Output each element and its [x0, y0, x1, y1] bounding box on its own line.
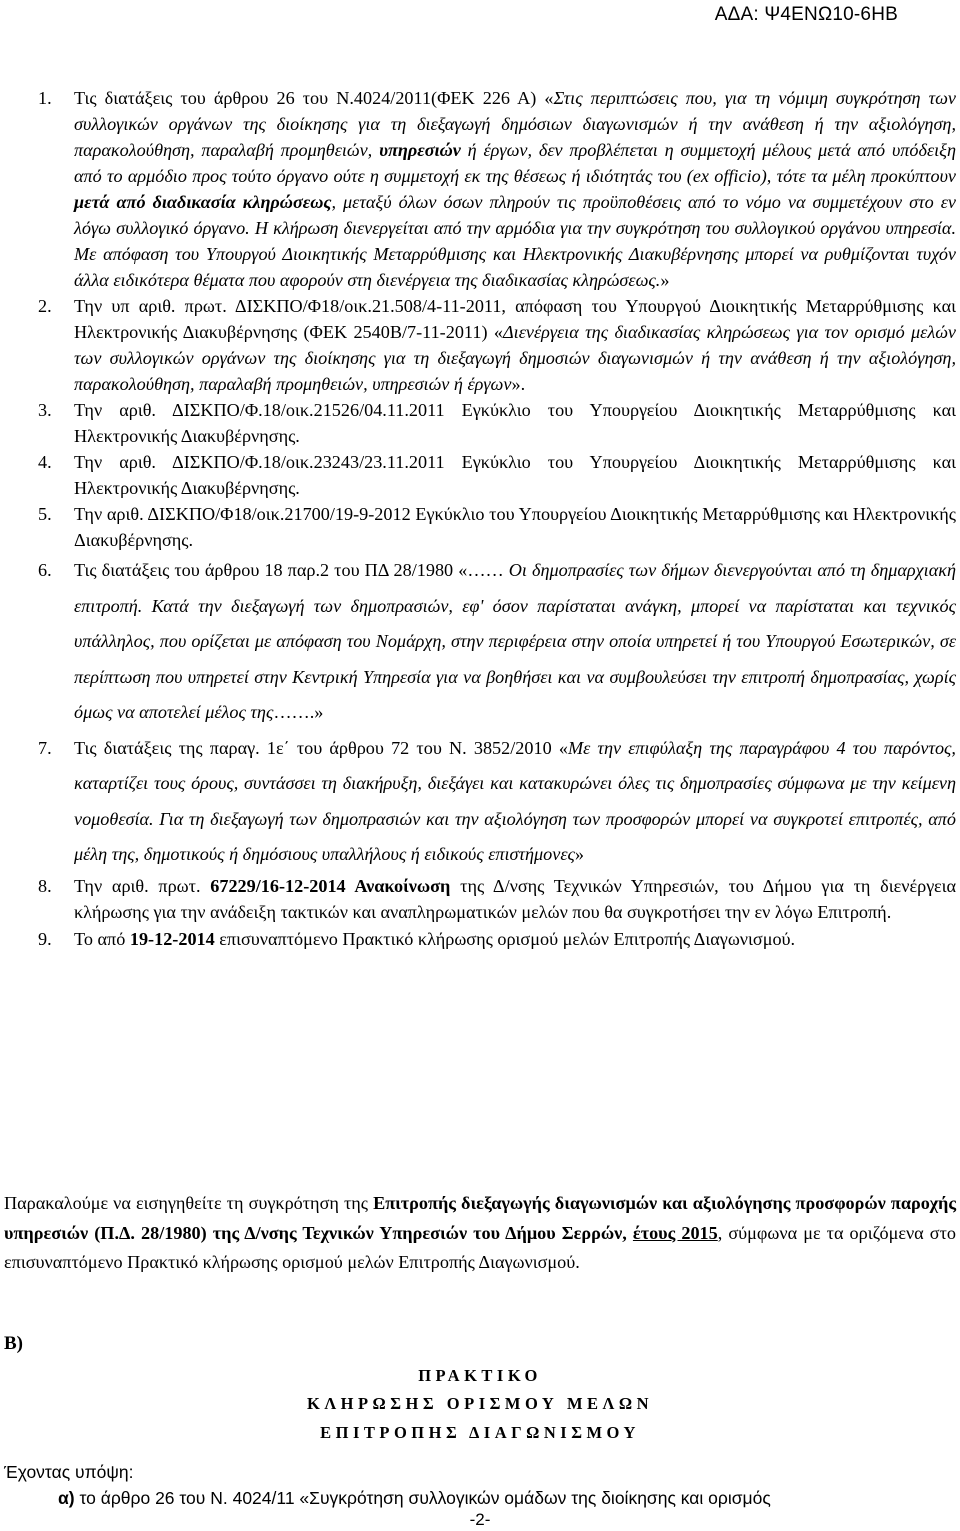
- text-run: Την αριθ. πρωτ.: [74, 875, 211, 896]
- item-number: 6.: [38, 560, 52, 580]
- having-regard-label: Έχοντας υπόψη:: [4, 1462, 134, 1482]
- item-text: [74, 873, 956, 926]
- item-marker: α): [58, 1488, 75, 1508]
- emphasis-text: Επιτροπής διεξαγωγής διαγωνισμών και αξιολόγησης προσφορών παροχής υπηρεσιών (Π.Δ. 28/1980) της Δ/νσης Τεχνικών Υπηρεσιών του Δήμου Σερρών,: [4, 1193, 956, 1243]
- quote-text: , μεταξύ όλων όσων πληρούν τις προϋποθέσεις από το νόμο να συμμετέχουν στο εν λόγω συλλογικό όργανο. Η κλήρωση διενεργείται από την αρμόδια για την συγκρότηση του συλλογικού οργάνου υπηρεσία. Με απόφαση του Υπουργού Διοικητικής Μεταρρύθμισης και Ηλεκτρονικής Διακυβέρνησης μπορεί να ρυθμίζονται τυχόν άλλα ειδικότερα θέματα που αφορούν στη διενέργεια της διαδικασίας κληρώσεως.: [74, 192, 956, 290]
- quote-text: Οι δημοπρασίες των δήμων διενεργούνται από τη δημαρχιακή επιτροπή. Κατά την διεξαγωγή των δημοπρασιών, εφ' όσον παρίσταται ανάγκη, μπορεί να παρίσταται και τεχνικός υπάλληλος, που ορίζεται με απόφαση του Νομάρχη, στην περιφέρεια στην οποία υπηρετεί ή του Υπουργού Εσωτερικών, σε περίπτωση που υπηρετεί στην Κεντρική Υπηρεσία για να βοηθήσει και να συμβουλεύσει την επιτροπή δημοπρασίας, χωρίς όμως να αποτελεί μέλος της: [74, 560, 956, 722]
- ada-code: ΑΔΑ: Ψ4ΕΝΩ10-6ΗΒ: [714, 4, 898, 25]
- list-item: [38, 449, 956, 501]
- quote-text: Στις περιπτώσεις που, για τη νόμιμη συγκρότηση των συλλογικών οργάνων της διοίκησης για τη διεξαγωγή δημόσιων διαγωνισμών ή την ανάθεση ή την αξιολόγηση, παρακολούθηση, παραλαβή προμηθειών,: [74, 88, 956, 160]
- quote-text: Διενέργεια της διαδικασίας κληρώσεως για τον ορισμό μελών των συλλογικών οργάνων της διοίκησης για τη διεξαγωγή δημοσιών διαγωνισμών ή την ανάθεση ή την αξιολόγηση, παρακολούθηση, παραλαβή προμηθειών, υπηρεσιών ή έργων: [74, 322, 956, 394]
- text-run: ».: [511, 374, 526, 394]
- item-number: 8.: [38, 875, 52, 896]
- list-item: [38, 873, 956, 926]
- text-run: επισυναπτόμενο Πρακτικό κλήρωσης ορισμού μελών Επιτροπής Διαγωνισμού.: [214, 928, 796, 949]
- section-marker: Β): [4, 1333, 23, 1354]
- text-run: Το από: [74, 928, 130, 949]
- list-item: [38, 553, 956, 731]
- list-item: [38, 85, 956, 293]
- considerations-list: [38, 85, 956, 952]
- text-run: Παρακαλούμε να εισηγηθείτε τη συγκρότηση της: [4, 1193, 374, 1213]
- emphasis-text: 67229/16-12-2014 Ανακοίνωση: [210, 875, 451, 896]
- section-subtitle: ΕΠΙΤΡΟΠΗΣ ΔΙΑΓΩΝΙΣΜΟΥ: [320, 1423, 640, 1442]
- alpha-item: [58, 1488, 771, 1509]
- text-run: , σύμφωνα με τα οριζόμενα στο επισυναπτόμενο Πρακτικό κλήρωσης ορισμού μελών Επιτροπής Διαγωνισμού.: [4, 1222, 956, 1272]
- item-number: 4.: [38, 452, 52, 472]
- item-text: Την αριθ. ΔΙΣΚΠΟ/Φ18/οικ.21700/19-9-2012 Εγκύκλιο του Υπουργείου Διοικητικής Μεταρρύθμισης και Ηλεκτρονικής Διακυβέρνησης.: [74, 504, 956, 550]
- item-number: 5.: [38, 504, 52, 524]
- quote-text: ή έργων, δεν προβλέπεται η συμμετοχή μέλους μετά από υπόδειξη από το αρμόδιο προς τούτο όργανο ούτε η συμμετοχή εκ της θέσεως ή ιδιότητάς του (ex officio), τότε τα μέλη προκύπτουν: [74, 140, 956, 186]
- text-run: Τις διατάξεις της παραγ. 1ε΄ του άρθρου 72 του Ν. 3852/2010 «: [74, 737, 568, 758]
- item-text: Την αριθ. ΔΙΣΚΠΟ/Φ.18/οικ.23243/23.11.2011 Εγκύκλιο του Υπουργείου Διοικητικής Μεταρρύθμισης και Ηλεκτρονικής Διακυβέρνησης.: [74, 452, 956, 498]
- item-number: 3.: [38, 400, 52, 420]
- text-run: »: [660, 270, 670, 290]
- emphasis-text: μετά από διαδικασία κληρώσεως: [74, 192, 332, 212]
- item-text: [74, 926, 956, 953]
- item-number: 7.: [38, 737, 52, 758]
- item-number: 2.: [38, 296, 52, 316]
- emphasis-text: 19-12-2014: [129, 928, 215, 949]
- item-text: [74, 553, 956, 731]
- underlined-year: έτους 2015: [632, 1222, 718, 1243]
- item-text: [74, 85, 956, 293]
- item-number: 1.: [38, 88, 52, 108]
- text-run: της Δ/νσης Τεχνικών Υπηρεσιών, του Δήμου για τη διενέργεια κλήρωσης για την ανάδειξη τακτικών και αναπληρωματικών μελών που θα συγκροτήσει την εν λόγω Επιτροπή.: [74, 875, 957, 922]
- request-paragraph: [4, 1189, 956, 1278]
- item-number: 9.: [38, 928, 52, 949]
- text-run: …….»: [273, 702, 324, 722]
- item-text: [74, 293, 956, 397]
- text-run: Την υπ αριθ. πρωτ. ΔΙΣΚΠΟ/Φ18/οικ.21.508/4-11-2011, απόφαση του Υπουργού Διοικητικής Μεταρρύθμισης και Ηλεκτρονικής Διακυβέρνησης (ΦΕΚ 2540Β/7-11-2011) «: [74, 296, 956, 342]
- list-item: [38, 501, 956, 553]
- page-number: -2-: [469, 1510, 491, 1529]
- text-run: το άρθρο 26 του Ν. 4024/11 «Συγκρότηση συλλογικών ομάδων της διοίκησης και ορισμός: [74, 1488, 771, 1508]
- list-item: [38, 731, 956, 873]
- item-text: [74, 731, 956, 873]
- emphasis-text: υπηρεσιών: [379, 140, 461, 160]
- section-title: ΠΡΑΚΤΙΚΟ: [418, 1366, 542, 1385]
- list-item: [38, 397, 956, 449]
- list-item: [38, 926, 956, 953]
- item-text: Την αριθ. ΔΙΣΚΠΟ/Φ.18/οικ.21526/04.11.2011 Εγκύκλιο του Υπουργείου Διοικητικής Μεταρρύθμισης και Ηλεκτρονικής Διακυβέρνησης.: [74, 400, 956, 446]
- text-run: Τις διατάξεις του άρθρου 18 παρ.2 του ΠΔ 28/1980 «……: [74, 560, 509, 580]
- text-run: »: [574, 844, 584, 864]
- section-subtitle: ΚΛΗΡΩΣΗΣ ΟΡΙΣΜΟΥ ΜΕΛΩΝ: [306, 1394, 653, 1413]
- quote-text: Με την επιφύλαξη της παραγράφου 4 του παρόντος, καταρτίζει τους όρους, συντάσσει τη διακήρυξη, διεξάγει και κατακυρώνει όλες τις δημοπρασίες σύμφωνα με την κείμενη νομοθεσία. Για τη διεξαγωγή των δημοπρασιών και την αξιολόγηση των προσφορών μπορεί να συγκροτεί επιτροπές, από μέλη της, δημοτικούς ή δημόσιους υπαλλήλους ή ειδικούς επιστήμονες: [74, 737, 956, 864]
- list-item: [38, 293, 956, 397]
- text-run: Τις διατάξεις του άρθρου 26 του Ν.4024/2011(ΦΕΚ 226 Α) «: [74, 88, 554, 108]
